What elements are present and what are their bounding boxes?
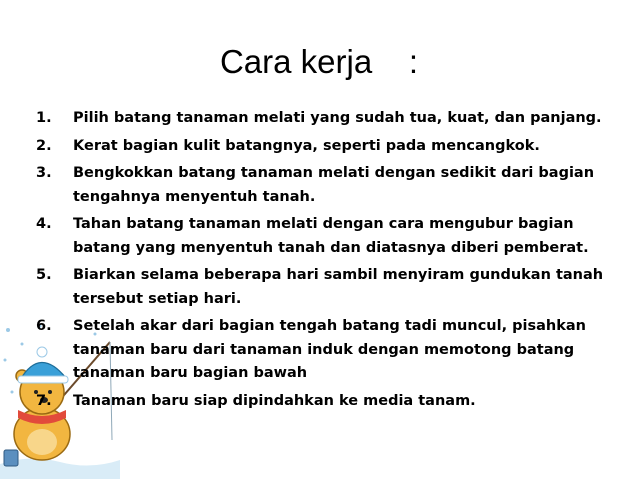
step-number: 3. [36,165,52,181]
step-number: 2. [36,137,52,154]
step-text: Setelah akar dari bagian tengah batang tadi muncul, pisahkan tanaman baru dari tanaman induk dengan memotong batang tanaman baru bagian bawah [73,318,586,381]
slide-title: Cara kerja : [219,43,419,80]
step-text: Tahan batang tanaman melati dengan cara mengubur bagian batang yang menyentuh tanah dan diatasnya diberi pemberat. [73,216,589,256]
list-item [36,264,616,311]
step-number: 4. [36,216,52,232]
step-text: Tanaman baru siap dipindahkan ke media tanam. [73,392,476,409]
list-item [36,390,616,414]
step-number: 6. [36,318,52,334]
list-item [36,107,616,131]
step-text: Pilih batang tanaman melati yang sudah tua, kuat, dan panjang. [73,110,602,126]
step-number: 1. [36,110,52,126]
list-item [36,315,616,386]
step-text: Kerat bagian kulit batangnya, seperti pada mencangkok. [73,137,540,154]
list-item [36,213,616,260]
list-item [36,135,616,159]
step-text: Bengkokkan batang tanaman melati dengan sedikit dari bagian tengahnya menyentuh tanah. [73,165,595,205]
list-item [36,162,616,209]
step-text: Biarkan selama beberapa hari sambil menyiram gundukan tanah tersebut setiap hari. [73,267,604,307]
step-number: 7. [36,392,52,409]
step-number: 5. [36,267,52,283]
steps-list [36,107,616,417]
